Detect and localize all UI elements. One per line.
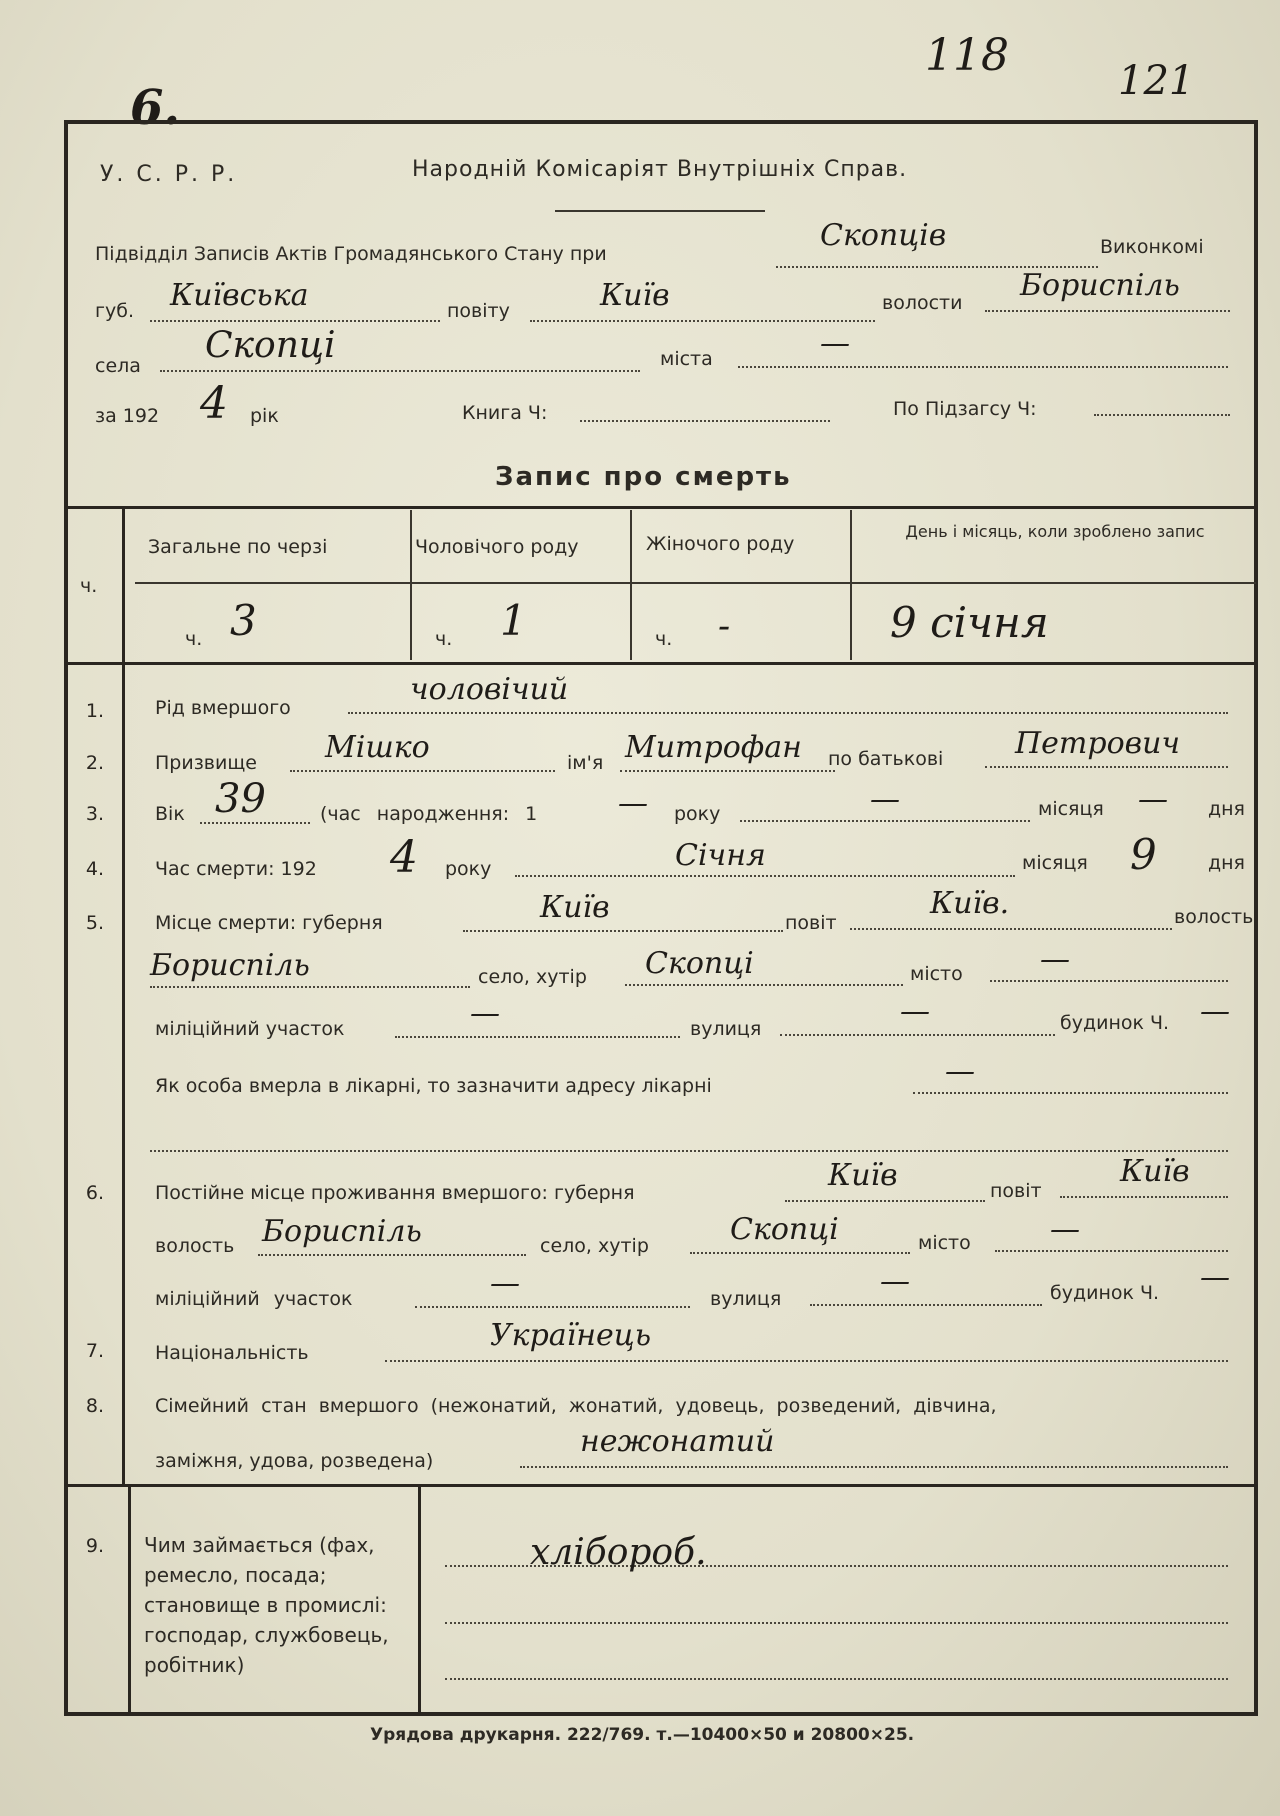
- res-gub-value: Київ: [828, 1158, 898, 1193]
- col-male-header: Чоловічого роду: [415, 536, 579, 558]
- res-town-line: [995, 1250, 1228, 1252]
- res-volost-line: [258, 1254, 526, 1256]
- counts-bottom-border: [66, 662, 1256, 665]
- marital-label-2: заміжня, удова, розведена): [155, 1450, 434, 1472]
- res-house-word: будинок Ч.: [1050, 1282, 1160, 1304]
- female-ch-prefix: ч.: [655, 628, 673, 650]
- povit-label: повіту: [447, 300, 510, 322]
- volost-label: волости: [882, 292, 963, 314]
- age-label: Вік: [155, 803, 185, 825]
- hospital-line: [913, 1092, 1228, 1094]
- male-value: 1: [500, 596, 527, 645]
- death-year-value: 4: [390, 832, 418, 883]
- counts-col-divider-1: [410, 510, 412, 660]
- patronymic-value: Петрович: [1015, 726, 1181, 761]
- birth-month-value: —: [870, 782, 900, 817]
- birth-month-line: [740, 820, 1030, 822]
- occupation-label: Чим займається (фах, ремесло, посада; становище в промислі: господар, службовець, робітник): [144, 1533, 389, 1677]
- col-female-header: Жіночого роду: [646, 533, 795, 555]
- death-day-value: 9: [1130, 830, 1157, 879]
- village-label: села: [95, 355, 141, 377]
- death-village-value: Скопці: [645, 946, 754, 981]
- birth-day-value: —: [1138, 782, 1168, 817]
- age-line: [200, 822, 310, 824]
- res-povit-value: Київ: [1120, 1154, 1190, 1189]
- subdivision-label: Підвідділ Записів Актів Громадянського Стану при: [95, 243, 607, 265]
- res-militia-label: міліційний участок: [155, 1288, 353, 1310]
- name-label: ім'я: [567, 752, 604, 774]
- name-line: [620, 770, 835, 772]
- executive-committee-label: Виконкомі: [1100, 236, 1204, 258]
- counts-col-divider-3: [850, 510, 852, 660]
- archive-number-118: 118: [925, 30, 1009, 81]
- occupation-top-border: [66, 1484, 1256, 1487]
- row-number-6: 6.: [85, 1182, 105, 1204]
- res-povit-word: повіт: [990, 1180, 1042, 1202]
- gender-label: Рід вмершого: [155, 697, 291, 719]
- death-month-value: Січня: [675, 838, 766, 873]
- village-value: Скопці: [205, 325, 336, 366]
- total-ch-prefix: ч.: [185, 628, 203, 650]
- nationality-line: [385, 1360, 1228, 1362]
- female-value: -: [718, 606, 731, 647]
- death-street-word: вулиця: [690, 1018, 762, 1040]
- total-value: 3: [230, 596, 257, 645]
- volost-line: [985, 310, 1230, 312]
- residence-label: Постійне місце проживання вмершого: губерня: [155, 1182, 635, 1204]
- birth-month-word: місяця: [1038, 798, 1104, 820]
- birth-year-value: —: [618, 786, 648, 821]
- counts-top-border: [66, 506, 1256, 509]
- death-village-word: село, хутір: [478, 966, 587, 988]
- row-number-2: 2.: [85, 752, 105, 774]
- res-village-value: Скопці: [730, 1212, 839, 1247]
- row-number-3: 3.: [85, 803, 105, 825]
- male-ch-prefix: ч.: [435, 628, 453, 650]
- counts-col-divider-0: [122, 506, 125, 662]
- record-title: Запис про смерть: [495, 462, 792, 492]
- year-suffix: рік: [250, 405, 279, 427]
- header-divider: [555, 210, 765, 212]
- counts-mid-border: [135, 582, 1256, 584]
- date-value: 9 січня: [890, 598, 1049, 647]
- death-militia-line: [395, 1036, 680, 1038]
- death-house-value: —: [1200, 994, 1230, 1029]
- row-number-1: 1.: [85, 700, 105, 722]
- year-value: 4: [200, 378, 228, 429]
- birth-label: (час народження: 1: [320, 803, 538, 825]
- nationality-label: Національність: [155, 1342, 309, 1364]
- res-street-value: —: [880, 1264, 910, 1299]
- death-povit-word: повіт: [785, 912, 837, 934]
- res-volost-word: волость: [155, 1235, 235, 1257]
- death-day-word: дня: [1208, 852, 1245, 874]
- surname-line: [290, 770, 555, 772]
- death-volost-value: Бориспіль: [150, 948, 310, 983]
- povit-value: Київ: [600, 278, 670, 313]
- col-date-header: День і місяць, коли зроблено запис: [905, 522, 1205, 541]
- row-number-4: 4.: [85, 858, 105, 880]
- archive-number-121: 121: [1118, 58, 1195, 104]
- town-line: [738, 366, 1228, 368]
- death-volost-line: [150, 986, 470, 988]
- res-militia-line: [415, 1306, 690, 1308]
- row-number-8: 8.: [85, 1395, 105, 1417]
- row-number-9: 9.: [85, 1535, 105, 1557]
- death-militia-label: міліційний участок: [155, 1018, 345, 1040]
- res-street-line: [810, 1304, 1042, 1306]
- hospital-label: Як особа вмерла в лікарні, то зазначити адресу лікарні: [155, 1075, 712, 1097]
- death-town-line: [990, 980, 1228, 982]
- death-month-line: [515, 875, 1015, 877]
- res-village-word: село, хутір: [540, 1235, 649, 1257]
- row-number-7: 7.: [85, 1340, 105, 1362]
- gub-value: Київська: [170, 278, 309, 313]
- res-house-value: —: [1200, 1260, 1230, 1295]
- book-line: [580, 420, 830, 422]
- death-town-value: —: [1040, 942, 1070, 977]
- republic-label: У. С. Р. Р.: [100, 162, 238, 187]
- printer-footer: Урядова друкарня. 222/769. т.—10400×50 и 20800×25.: [370, 1725, 915, 1745]
- surname-label: Призвище: [155, 752, 257, 774]
- gender-value: чоловічий: [410, 672, 569, 707]
- age-value: 39: [215, 776, 266, 822]
- death-volost-word: волость: [1174, 906, 1254, 928]
- hospital-line-2: [150, 1150, 1228, 1152]
- subregistry-label: По Підзагсу Ч:: [893, 398, 1037, 420]
- death-month-word: місяця: [1022, 852, 1088, 874]
- death-street-line: [780, 1034, 1055, 1036]
- death-street-value: —: [900, 994, 930, 1029]
- occupation-line-3: [445, 1678, 1228, 1680]
- occupation-value: хлібороб.: [530, 1532, 707, 1573]
- town-value: —: [820, 326, 850, 361]
- res-povit-line: [1060, 1196, 1228, 1198]
- res-town-word: місто: [918, 1232, 971, 1254]
- marital-line: [520, 1466, 1228, 1468]
- marital-value: нежонатий: [580, 1424, 775, 1459]
- book-label: Книга Ч:: [462, 402, 548, 424]
- birth-day-word: дня: [1208, 798, 1245, 820]
- marital-label: Сімейний стан вмершого (нежонатий, жонатий, удовець, розведений, дівчина,: [155, 1395, 997, 1417]
- res-militia-value: —: [490, 1266, 520, 1301]
- patronymic-label: по батькові: [828, 748, 944, 770]
- death-house-word: будинок Ч.: [1060, 1012, 1170, 1034]
- patronymic-line: [985, 766, 1228, 768]
- occupation-label-divider: [418, 1484, 421, 1712]
- hospital-value: —: [945, 1054, 975, 1089]
- subdivision-value: Скопців: [820, 218, 947, 253]
- death-town-word: місто: [910, 963, 963, 985]
- death-povit-value: Київ.: [930, 886, 1010, 921]
- gender-line: [348, 712, 1228, 714]
- corner-number: 6.: [130, 80, 181, 136]
- row-number-5: 5.: [85, 912, 105, 934]
- death-village-line: [625, 984, 903, 986]
- town-label: міста: [660, 348, 713, 370]
- number-column-divider: [122, 662, 125, 1484]
- counts-col-divider-2: [630, 510, 632, 660]
- death-gub-line: [463, 930, 783, 932]
- occupation-number-divider: [128, 1484, 131, 1712]
- death-year-word: року: [445, 858, 492, 880]
- occupation-line-2: [445, 1622, 1228, 1624]
- res-town-value: —: [1050, 1212, 1080, 1247]
- col-total-header: Загальне по черзі: [148, 536, 328, 558]
- death-place-label: Місце смерти: губерня: [155, 912, 383, 934]
- volost-value: Бориспіль: [1020, 268, 1180, 303]
- commissariat-title: Народній Комісаріят Внутрішніх Справ.: [412, 157, 908, 182]
- res-village-line: [690, 1252, 910, 1254]
- counts-row-label: ч.: [80, 575, 98, 597]
- year-label: за 192: [95, 405, 160, 427]
- surname-value: Мішко: [325, 730, 430, 765]
- death-time-label: Час смерти: 192: [155, 858, 317, 880]
- gub-label: губ.: [95, 300, 134, 322]
- death-militia-value: —: [470, 996, 500, 1031]
- death-povit-line: [850, 928, 1172, 930]
- povit-line: [530, 320, 875, 322]
- village-line: [160, 370, 640, 372]
- res-street-word: вулиця: [710, 1288, 782, 1310]
- res-gub-line: [785, 1200, 985, 1202]
- subregistry-line: [1094, 414, 1230, 416]
- nationality-value: Українець: [490, 1318, 652, 1353]
- name-value: Митрофан: [625, 730, 802, 765]
- gub-line: [150, 320, 440, 322]
- res-volost-value: Бориспіль: [262, 1214, 422, 1249]
- death-gub-value: Київ: [540, 890, 610, 925]
- birth-year-word: року: [674, 803, 721, 825]
